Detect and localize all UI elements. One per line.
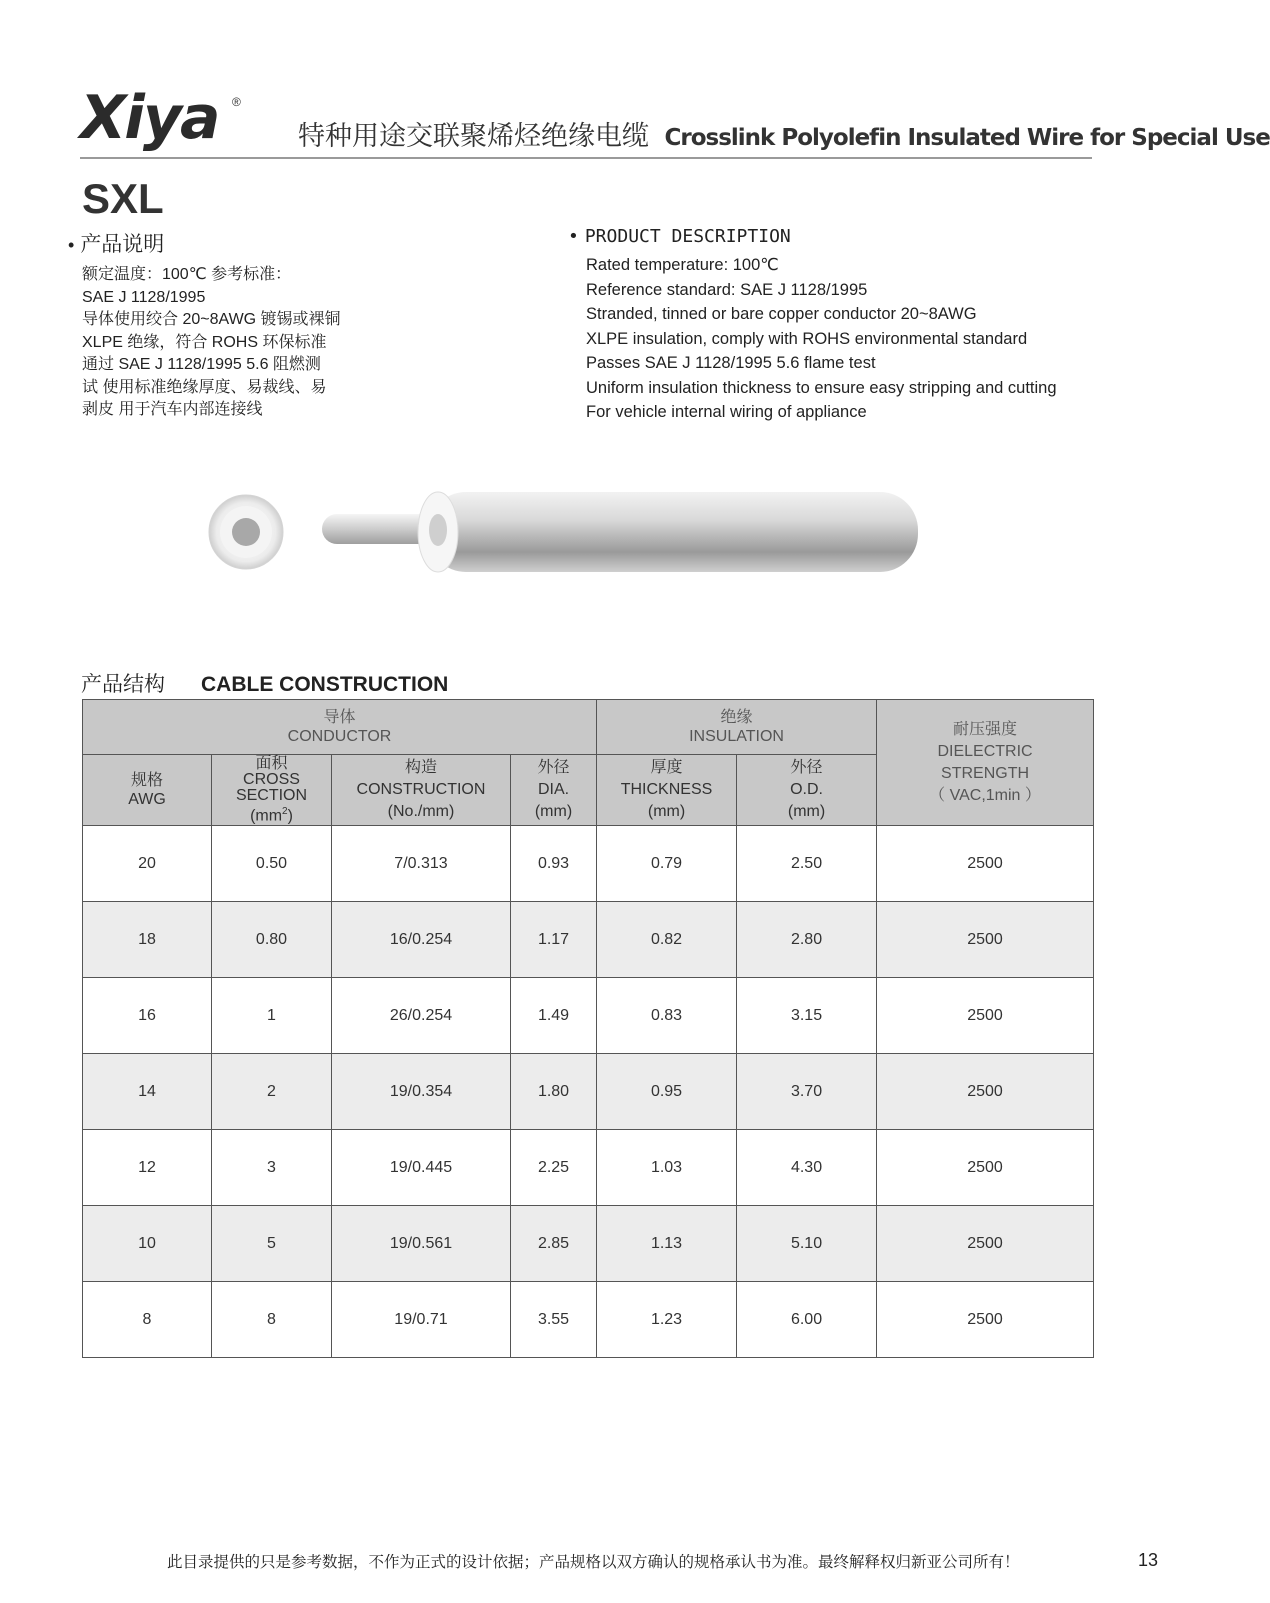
dielectric-strength-header: 耐压强度 DIELECTRIC STRENGTH （ VAC,1min ） xyxy=(877,700,1094,826)
brand-logo: Xiya xyxy=(80,83,219,153)
cell-dielectric: 2500 xyxy=(877,1282,1094,1358)
description-zh xyxy=(68,228,508,422)
cell-thickness: 0.83 xyxy=(597,978,737,1054)
disclaimer-note: 此目录提供的只是参考数据，不作为正式的设计依据；产品规格以双方确认的规格承认书为准。最终解释权归新亚公司所有！ xyxy=(167,1554,1020,1571)
cell-od: 2.50 xyxy=(737,826,877,902)
description-zh-line: XLPE 绝缘，符合 ROHS 环保标准 xyxy=(82,333,327,351)
cable-side-view xyxy=(322,492,918,572)
table-row xyxy=(83,902,1094,978)
registered-mark: ® xyxy=(232,95,241,109)
cell-cross: 1 xyxy=(212,978,332,1054)
cell-od: 2.80 xyxy=(737,902,877,978)
description-en-line: For vehicle internal wiring of appliance xyxy=(586,403,867,421)
cell-od: 3.70 xyxy=(737,1054,877,1130)
diameter-header: 外径 DIA. (mm) xyxy=(511,755,597,826)
cable-construction-table xyxy=(82,699,1094,1358)
table-title-en: CABLE CONSTRUCTION xyxy=(201,673,449,696)
bullet-icon: • xyxy=(568,226,579,247)
cell-construction: 19/0.354 xyxy=(332,1054,511,1130)
cell-cross: 0.80 xyxy=(212,902,332,978)
description-zh-line: 剥皮 用于汽车内部连接线 xyxy=(82,401,263,418)
description-en-lines xyxy=(586,253,1088,425)
description-zh-line: 导体使用绞合 20~8AWG 镀锡或裸铜 xyxy=(82,311,341,328)
table-row xyxy=(83,978,1094,1054)
cell-construction: 19/0.71 xyxy=(332,1282,511,1358)
cell-thickness: 0.82 xyxy=(597,902,737,978)
cell-od: 5.10 xyxy=(737,1206,877,1282)
cell-dielectric: 2500 xyxy=(877,978,1094,1054)
cell-cross: 8 xyxy=(212,1282,332,1358)
catalog-title-en: Crosslink Polyolefin Insulated Wire for Special Use xyxy=(664,125,1270,151)
cell-dia: 3.55 xyxy=(511,1282,597,1358)
description-zh-line: 通过 SAE J 1128/1995 5.6 阻燃测 xyxy=(82,356,321,373)
cell-awg: 16 xyxy=(83,978,212,1054)
cell-dielectric: 2500 xyxy=(877,1206,1094,1282)
cell-awg: 14 xyxy=(83,1054,212,1130)
cell-dia: 2.85 xyxy=(511,1206,597,1282)
description-en-line: Rated temperature: 100℃ xyxy=(586,256,779,274)
description-zh-line: 额定温度：100℃ 参考标准： xyxy=(82,266,292,283)
cell-thickness: 1.13 xyxy=(597,1206,737,1282)
cell-dia: 0.93 xyxy=(511,826,597,902)
cell-cross: 3 xyxy=(212,1130,332,1206)
cell-cross: 5 xyxy=(212,1206,332,1282)
table-title xyxy=(81,668,448,698)
cell-thickness: 0.79 xyxy=(597,826,737,902)
description-en xyxy=(568,226,1088,425)
product-model: SXL xyxy=(82,175,164,222)
cell-awg: 8 xyxy=(83,1282,212,1358)
cell-od: 4.30 xyxy=(737,1130,877,1206)
cell-construction: 26/0.254 xyxy=(332,978,511,1054)
cell-od: 6.00 xyxy=(737,1282,877,1358)
conductor-group-header: 导体 CONDUCTOR xyxy=(83,700,597,755)
description-en-line: XLPE insulation, comply with ROHS environmental standard xyxy=(586,329,1028,348)
description-en-line: Reference standard: SAE J 1128/1995 xyxy=(586,280,868,299)
description-en-line: Passes SAE J 1128/1995 5.6 flame test xyxy=(586,354,876,372)
table-title-zh: 产品结构 xyxy=(81,673,165,696)
cell-dielectric: 2500 xyxy=(877,902,1094,978)
cell-awg: 12 xyxy=(83,1130,212,1206)
cell-construction: 19/0.561 xyxy=(332,1206,511,1282)
cell-dielectric: 2500 xyxy=(877,1054,1094,1130)
cell-cross: 2 xyxy=(212,1054,332,1130)
cell-construction: 7/0.313 xyxy=(332,826,511,902)
cell-dia: 2.25 xyxy=(511,1130,597,1206)
cell-dielectric: 2500 xyxy=(877,826,1094,902)
table-row xyxy=(83,1054,1094,1130)
description-zh-line: 试 使用标准绝缘厚度、易裁线、易 xyxy=(82,378,327,396)
cell-thickness: 1.23 xyxy=(597,1282,737,1358)
cell-dielectric: 2500 xyxy=(877,1130,1094,1206)
cell-thickness: 0.95 xyxy=(597,1054,737,1130)
cell-awg: 20 xyxy=(83,826,212,902)
cell-dia: 1.17 xyxy=(511,902,597,978)
table-row xyxy=(83,1130,1094,1206)
description-en-heading: • PRODUCT DESCRIPTION xyxy=(568,226,791,247)
description-zh-line: SAE J 1128/1995 xyxy=(82,288,206,306)
table-row xyxy=(83,1206,1094,1282)
cell-awg: 18 xyxy=(83,902,212,978)
table-body xyxy=(83,826,1094,1358)
cell-cross: 0.50 xyxy=(212,826,332,902)
insulation-group-header: 绝缘 INSULATION xyxy=(597,700,877,755)
table-row xyxy=(83,1282,1094,1358)
cell-awg: 10 xyxy=(83,1206,212,1282)
description-en-line: Stranded, tinned or bare copper conductor 20~8AWG xyxy=(586,305,977,323)
cell-dia: 1.80 xyxy=(511,1054,597,1130)
cable-illustration xyxy=(210,488,930,583)
awg-header: 规格 AWG xyxy=(83,755,212,826)
cell-thickness: 1.03 xyxy=(597,1130,737,1206)
description-en-line: Uniform insulation thickness to ensure easy stripping and cutting xyxy=(586,378,1057,397)
page-number: 13 xyxy=(1138,1550,1159,1570)
construction-header: 构造 CONSTRUCTION (No./mm) xyxy=(332,755,511,826)
header-divider xyxy=(80,157,1092,159)
catalog-title-zh: 特种用途交联聚烯烃绝缘电缆 xyxy=(298,121,649,152)
outer-diameter-header: 外径 O.D. (mm) xyxy=(737,755,877,826)
catalog-title xyxy=(298,114,1270,153)
bullet-icon: • xyxy=(68,235,75,255)
cross-section-header: 面积 CROSS SECTION $(mm^2)$ xyxy=(212,755,332,826)
cell-construction: 16/0.254 xyxy=(332,902,511,978)
cable-cross-section xyxy=(209,495,283,569)
thickness-header: 厚度 THICKNESS (mm) xyxy=(597,755,737,826)
description-zh-lines xyxy=(82,264,508,422)
cell-dia: 1.49 xyxy=(511,978,597,1054)
description-zh-heading: • 产品说明 xyxy=(68,233,165,256)
table-row xyxy=(83,826,1094,902)
cell-od: 3.15 xyxy=(737,978,877,1054)
cell-construction: 19/0.445 xyxy=(332,1130,511,1206)
